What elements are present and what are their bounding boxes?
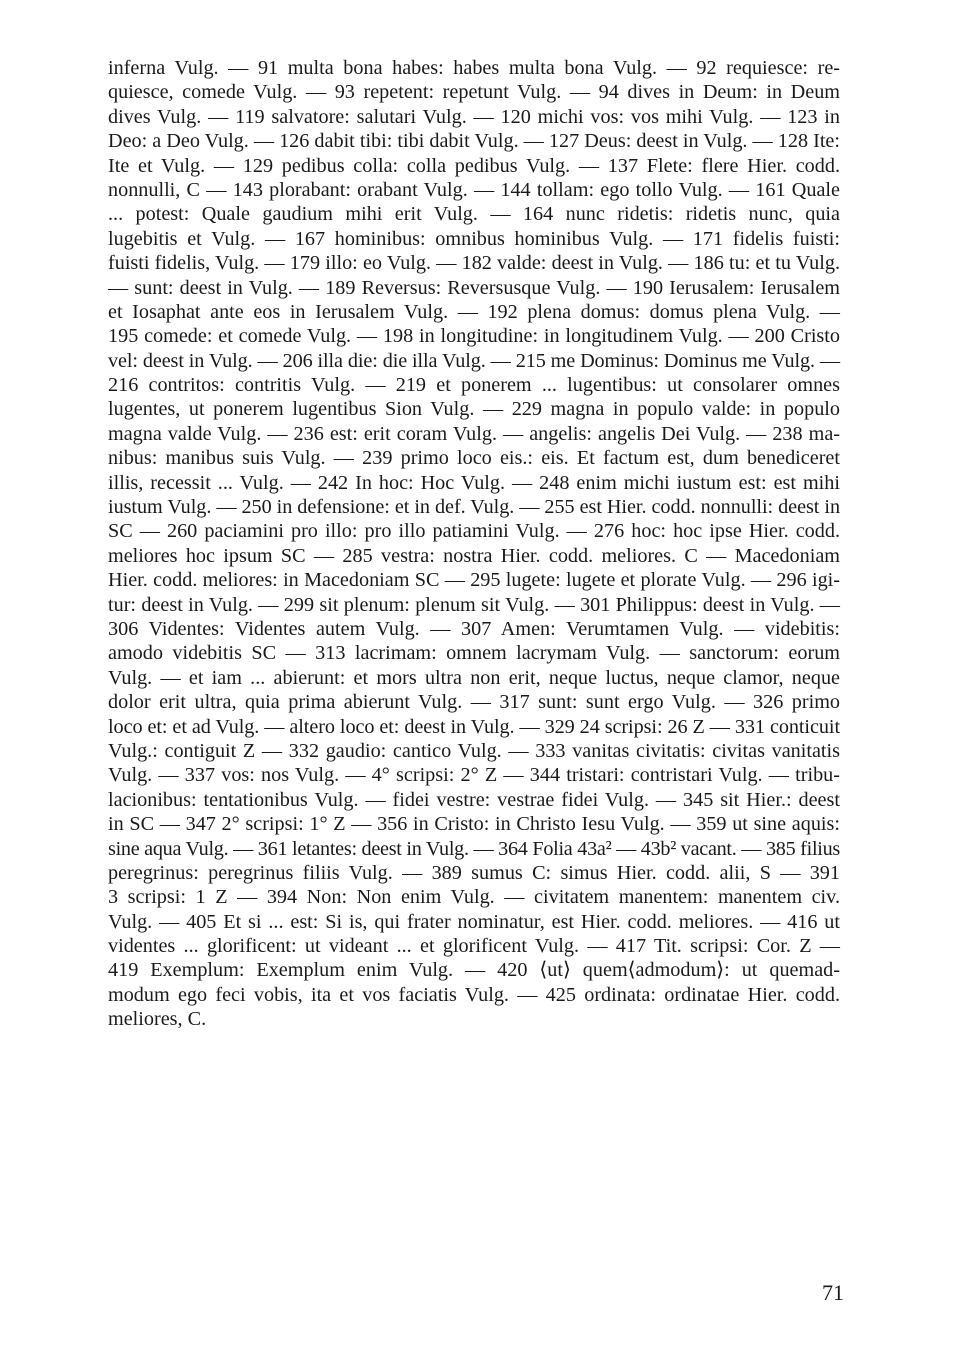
- apparatus-line: magna valde Vulg. — 236 est: erit coram Vulg. — angelis: angelis Dei Vulg. — 238 ma-: [108, 422, 840, 445]
- apparatus-line: 195 comede: et comede Vulg. — 198 in longitudine: in longitudinem Vulg. — 200 Cristo: [108, 325, 840, 348]
- apparatus-line: inferna Vulg. — 91 multa bona habes: habes multa bona Vulg. — 92 requiesce: re-: [108, 57, 840, 79]
- apparatus-line: 419 Exemplum: Exemplum enim Vulg. — 420 ⟨ut⟩ quem⟨admodum⟩: ut quemad-: [108, 959, 840, 982]
- apparatus-line: nibus: manibus suis Vulg. — 239 primo loco eis.: eis. Et factum est, dum benediceret: [108, 447, 840, 470]
- apparatus-line: Vulg. — 405 Et si ... est: Si is, qui frater nominatur, est Hier. codd. meliores. — 416 ut: [108, 910, 840, 933]
- apparatus-line: nonnulli, C — 143 plorabant: orabant Vulg. — 144 tollam: ego tollo Vulg. — 161 Quale: [108, 178, 840, 201]
- apparatus-line: dives Vulg. — 119 salvatore: salutari Vulg. — 120 michi vos: vos mihi Vulg. — 123 in: [108, 105, 840, 128]
- apparatus-line: loco et: et ad Vulg. — altero loco et: deest in Vulg. — 329 24 scripsi: 26 Z — 331 conticuit: [108, 715, 840, 738]
- apparatus-line: videntes ... glorificent: ut videant ... et glorificent Vulg. — 417 Tit. scripsi: Cor. Z —: [108, 935, 840, 958]
- apparatus-line: quiesce, comede Vulg. — 93 repetent: repetunt Vulg. — 94 dives in Deum: in Deum: [108, 81, 840, 104]
- apparatus-line: Vulg. — et iam ... abierunt: et mors ultra non erit, neque luctus, neque clamor, neque: [108, 666, 840, 689]
- apparatus-line: SC — 260 paciamini pro illo: pro illo patiamini Vulg. — 276 hoc: hoc ipse Hier. codd.: [108, 520, 840, 543]
- apparatus-line: — sunt: deest in Vulg. — 189 Reversus: Reversusque Vulg. — 190 Ierusalem: Ierusalem: [108, 276, 840, 299]
- apparatus-line: 306 Videntes: Videntes autem Vulg. — 307 Amen: Verumtamen Vulg. — videbitis:: [108, 617, 840, 640]
- apparatus-line: et Iosaphat ante eos in Ierusalem Vulg. — 192 plena domus: domus plena Vulg. —: [108, 300, 840, 323]
- apparatus-line: meliores hoc ipsum SC — 285 vestra: nostra Hier. codd. meliores. C — Macedoniam: [108, 544, 840, 567]
- apparatus-line: modum ego feci vobis, ita et vos faciatis Vulg. — 425 ordinata: ordinatae Hier. codd.: [108, 983, 840, 1006]
- apparatus-line: illis, recessit ... Vulg. — 242 In hoc: Hoc Vulg. — 248 enim michi iustum est: est mihi: [108, 471, 840, 494]
- apparatus-line: dolor erit ultra, quia prima abierunt Vulg. — 317 sunt: sunt ergo Vulg. — 326 primo: [108, 691, 840, 714]
- apparatus-line: lacionibus: tentationibus Vulg. — fidei vestre: vestrae fidei Vulg. — 345 sit Hier.: deest: [108, 788, 840, 811]
- critical-apparatus: [108, 56, 840, 1032]
- apparatus-line: iustum Vulg. — 250 in defensione: et in def. Vulg. — 255 est Hier. codd. nonnulli: deest in: [108, 496, 840, 519]
- apparatus-line: sine aqua Vulg. — 361 letantes: deest in Vulg. — 364 Folia 43a² — 43b² vacant. — 385 filius: [108, 837, 841, 860]
- apparatus-line: Hier. codd. meliores: in Macedoniam SC — 295 lugete: lugete et plorate Vulg. — 296 igi-: [108, 569, 840, 592]
- apparatus-line: ... potest: Quale gaudium mihi erit Vulg. — 164 nunc ridetis: ridetis nunc, quia: [108, 203, 840, 226]
- apparatus-line: Ite et Vulg. — 129 pedibus colla: colla pedibus Vulg. — 137 Flete: flere Hier. codd.: [108, 154, 840, 177]
- apparatus-line: tur: deest in Vulg. — 299 sit plenum: plenum sit Vulg. — 301 Philippus: deest in Vulg. —: [108, 593, 840, 616]
- apparatus-line: 3 scripsi: 1 Z — 394 Non: Non enim Vulg. — civitatem manentem: manentem civ.: [108, 886, 840, 909]
- apparatus-line: Vulg.: contiguit Z — 332 gaudio: cantico Vulg. — 333 vanitas civitatis: civitas vanitatis: [108, 739, 840, 762]
- apparatus-line: Deo: a Deo Vulg. — 126 dabit tibi: tibi dabit Vulg. — 127 Deus: deest in Vulg. — 128 Ite:: [108, 130, 840, 153]
- apparatus-line: lugentes, ut ponerem lugentibus Sion Vulg. — 229 magna in populo valde: in populo: [108, 398, 840, 421]
- page-number: 71: [822, 1280, 844, 1305]
- apparatus-line: amodo videbitis SC — 313 lacrimam: omnem lacrymam Vulg. — sanctorum: eorum: [108, 642, 840, 665]
- apparatus-line: 216 contritos: contritis Vulg. — 219 et ponerem ... lugentibus: ut consolarer omnes: [108, 374, 840, 397]
- apparatus-line: fuisti fidelis, Vulg. — 179 illo: eo Vulg. — 182 valde: deest in Vulg. — 186 tu: et tu Vulg.: [108, 252, 840, 275]
- apparatus-line: Vulg. — 337 vos: nos Vulg. — 4° scripsi: 2° Z — 344 tristari: contristari Vulg. — tribu-: [108, 764, 840, 787]
- apparatus-line: lugebitis et Vulg. — 167 hominibus: omnibus hominibus Vulg. — 171 fidelis fuisti:: [108, 227, 840, 250]
- apparatus-line: peregrinus: peregrinus filiis Vulg. — 389 sumus C: simus Hier. codd. alii, S — 391: [108, 861, 840, 884]
- apparatus-line: meliores, C.: [108, 1008, 207, 1031]
- apparatus-line: vel: deest in Vulg. — 206 illa die: die illa Vulg. — 215 me Dominus: Dominus me Vulg. —: [108, 349, 840, 372]
- apparatus-line: in SC — 347 2° scripsi: 1° Z — 356 in Cristo: in Christo Iesu Vulg. — 359 ut sine aquis:: [108, 813, 840, 836]
